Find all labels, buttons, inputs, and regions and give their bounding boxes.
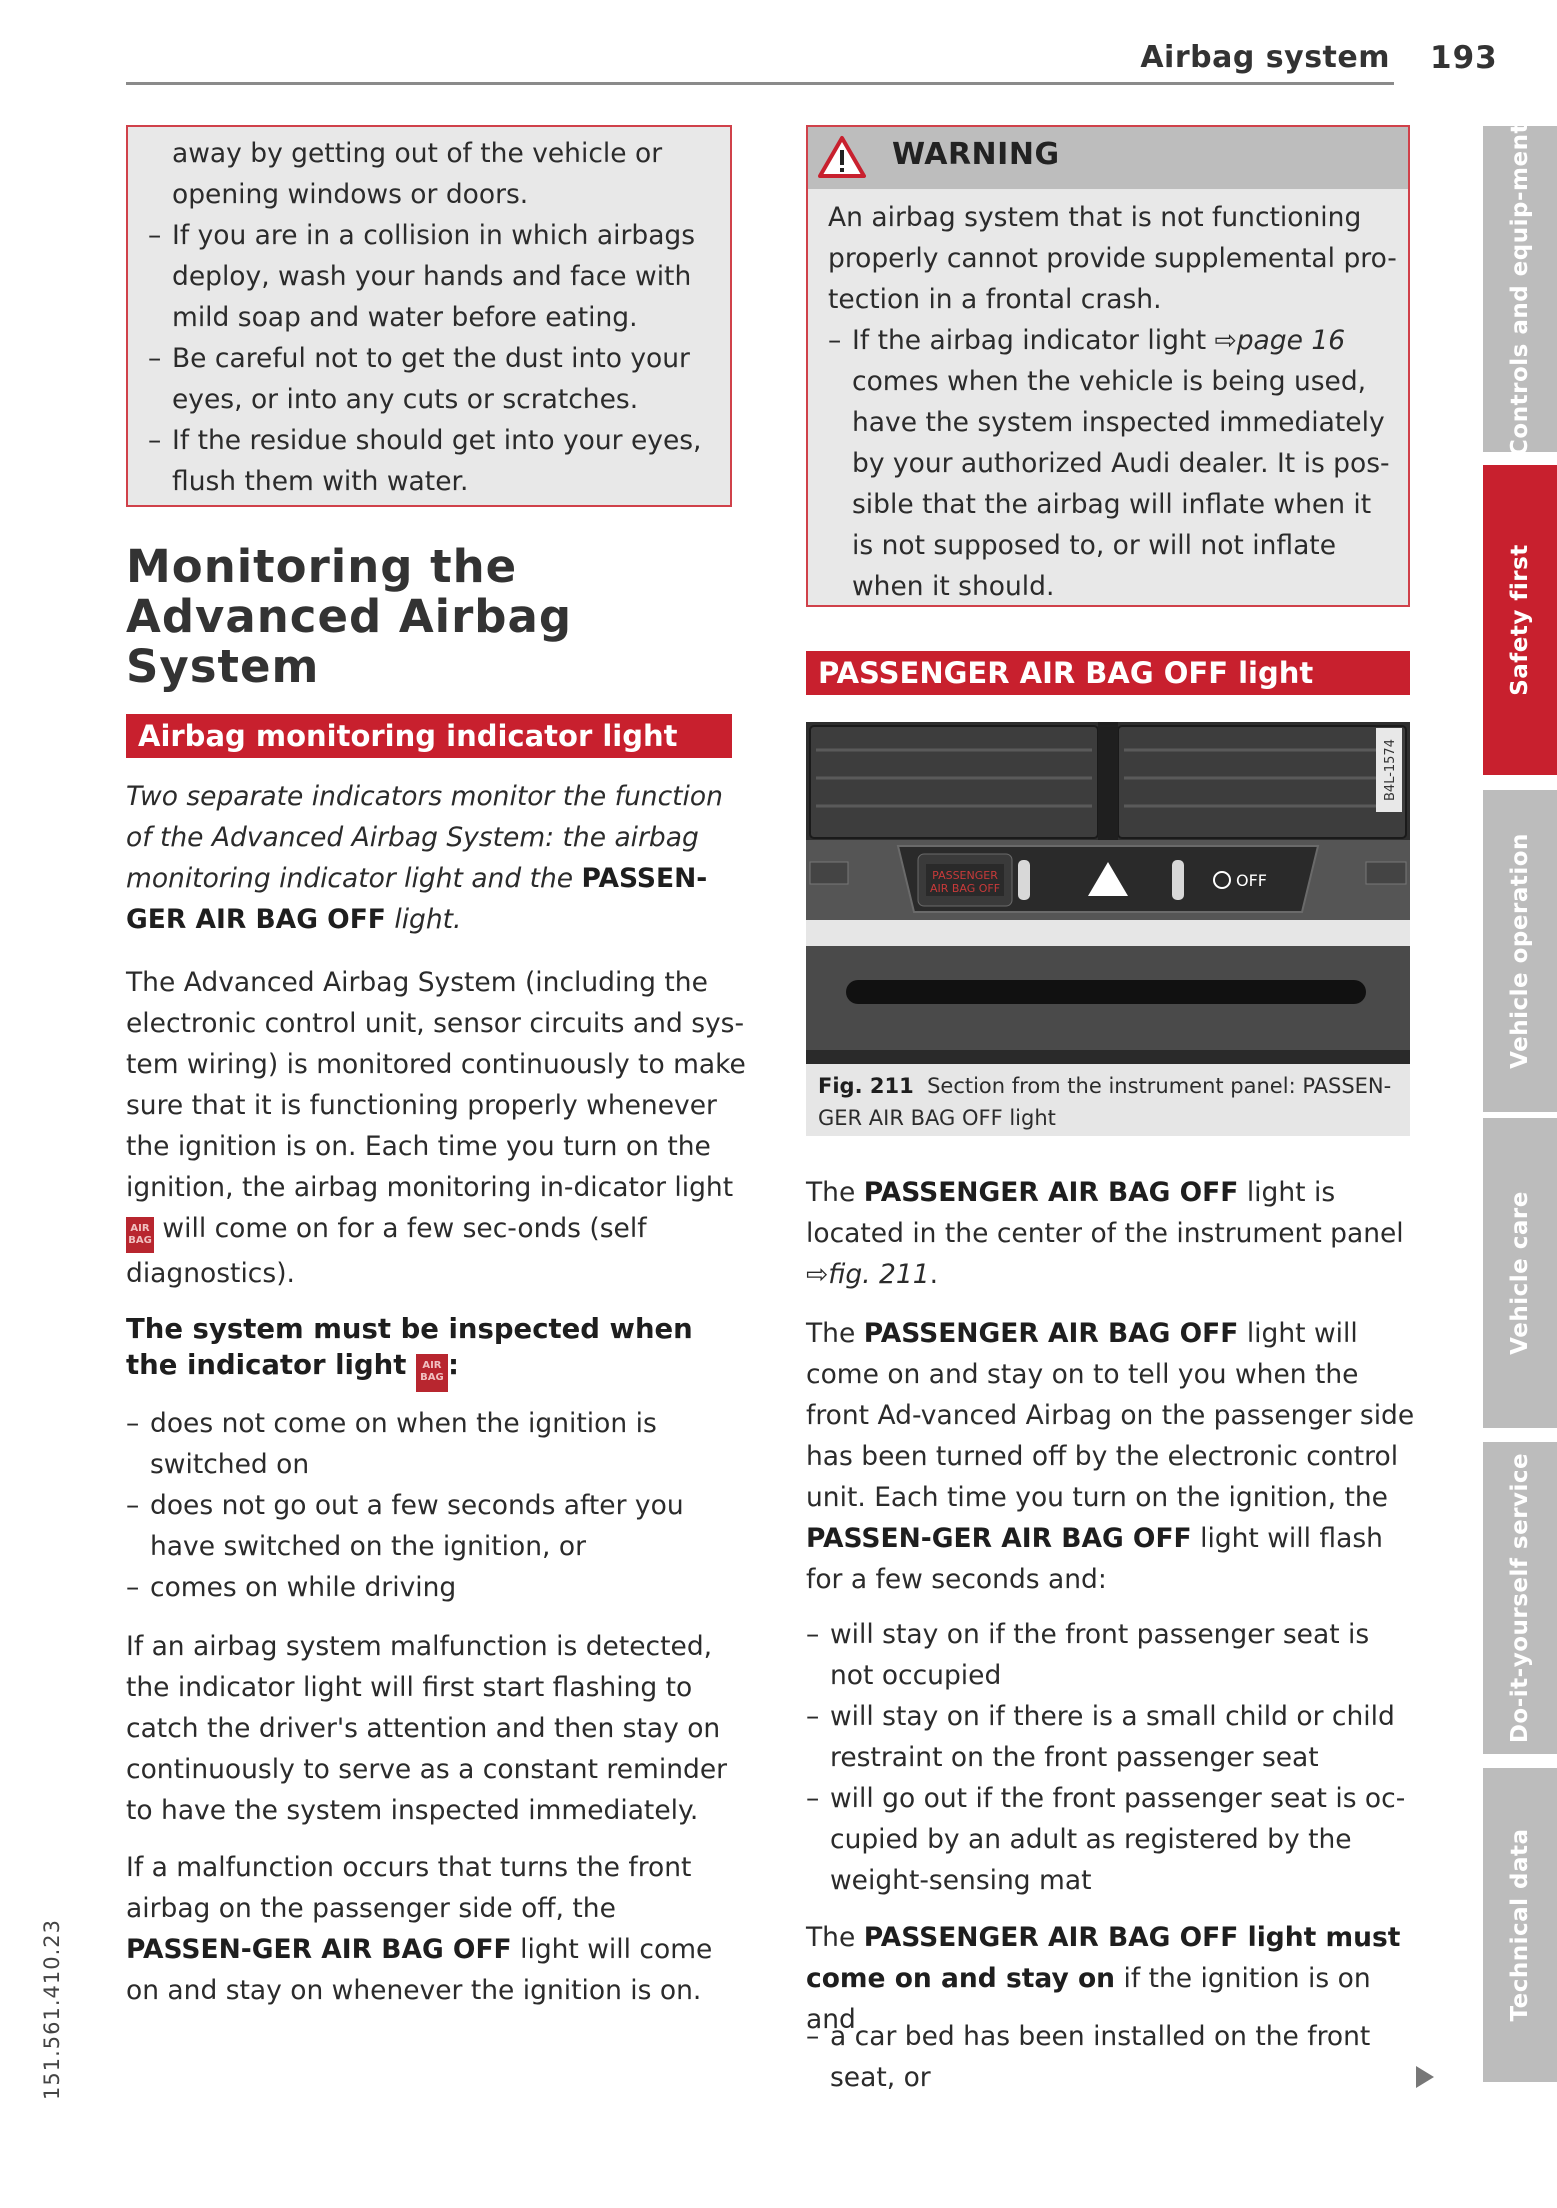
list-item: – comes on while driving [126, 1567, 736, 1608]
list-item: – does not go out a few seconds after you have switched on the ignition, or [126, 1485, 736, 1567]
tip-item: – If you are in a collision in which airbags deploy, wash your hands and face with mild soap and water before eating. [148, 215, 710, 338]
intro-paragraph: Two separate indicators monitor the function of the Advanced Airbag System: the airbag monitoring indicator light and the PASSEN-GER AIR BAG OFF light. [126, 781, 723, 935]
airbag-indicator-icon: AIR BAG [126, 1217, 154, 1253]
warning-body [828, 197, 1398, 607]
tip-box [126, 125, 732, 507]
figure-reference-link[interactable]: ⇨fig. 211 [806, 1259, 930, 1290]
document-code: 151.561.410.23 [40, 1919, 64, 2100]
side-tab-controls-and-equipment[interactable]: Controls and equip-ment [1483, 126, 1557, 452]
light-behavior-paragraph: The PASSENGER AIR BAG OFF light will come on and stay on to tell you when the front Ad-vanced Airbag on the passenger side has been turned off by the electronic control unit. Each time you turn on the ignition, the PASSEN-GER AIR BAG OFF light will flash for a few seconds and: [806, 1318, 1415, 1595]
running-header-title: Airbag system [1140, 40, 1390, 75]
tip-item: – If the residue should get into your eyes, flush them with water. [148, 420, 710, 502]
light-condition-list [806, 1614, 1416, 1901]
warning-triangle-icon [818, 135, 866, 179]
malfunction-paragraph: If an airbag system malfunction is detected, the indicator light will first start flashing to catch the driver's attention and then stay on continuously to serve as a constant reminder to have the system inspected immediately. [126, 1631, 728, 1826]
monitoring-paragraph: The Advanced Airbag System (including the electronic control unit, sensor circuits and sys-tem wiring) is monitored continuously to make sure that it is functioning properly whenever the ignition is on. Each time you turn on the ignition, the airbag monitoring in-dicator light AIR BAG will come on for a few sec-onds (self diagnostics). [126, 967, 746, 1289]
svg-text:AIR BAG OFF: AIR BAG OFF [929, 882, 1001, 895]
side-tab-vehicle-care[interactable]: Vehicle care [1483, 1118, 1557, 1428]
inspect-heading: The system must be inspected when the indicator light AIR BAG : [126, 1311, 736, 1392]
warning-text: An airbag system that is not functioning properly cannot provide supplemental pro-tection in a frontal crash. [828, 202, 1397, 315]
side-tab-technical-data[interactable]: Technical data [1483, 1768, 1557, 2082]
passenger-airbag-off-label: PASSENGER [932, 869, 998, 882]
page-reference-link[interactable]: ⇨page 16 [1214, 325, 1346, 356]
figure-caption: Fig. 211 Section from the instrument panel: PASSEN-GER AIR BAG OFF light [818, 1074, 1392, 1130]
side-tab-safety-first[interactable]: Safety first [1483, 465, 1557, 775]
light-location-paragraph: The PASSENGER AIR BAG OFF light is located in the center of the instrument panel ⇨fig. 211. [806, 1177, 1404, 1290]
side-tab-do-it-yourself-service[interactable]: Do-it-yourself service [1483, 1442, 1557, 1754]
list-item: – will stay on if the front passenger seat is not occupied [806, 1614, 1416, 1696]
warning-box [806, 125, 1410, 607]
list-item: – does not come on when the ignition is switched on [126, 1403, 736, 1485]
side-tab-vehicle-operation[interactable]: Vehicle operation [1483, 790, 1557, 1112]
instrument-panel-illustration [806, 722, 1410, 1064]
header-rule [126, 82, 1394, 85]
list-item: – will stay on if there is a small child or child restraint on the front passenger seat [806, 1696, 1416, 1778]
passenger-off-paragraph: If a malfunction occurs that turns the front airbag on the passenger side off, the PASSEN-GER AIR BAG OFF light will come on and stay on whenever the ignition is on. [126, 1852, 713, 2006]
warning-label: WARNING [892, 137, 1060, 172]
esc-off-label: OFF [1236, 871, 1267, 890]
airbag-indicator-icon: AIR BAG [416, 1354, 448, 1392]
list-item: – a car bed has been installed on the front seat, or [806, 2016, 1416, 2098]
warning-header [808, 127, 1408, 189]
instrument-panel-figure [806, 722, 1410, 1064]
inspect-list [126, 1403, 736, 1608]
chapter-title: Monitoring the Advanced Airbag System [126, 540, 573, 693]
must-come-on-list [806, 2016, 1416, 2098]
figure-caption-box [806, 1064, 1410, 1136]
list-item: – will go out if the front passenger seat is oc-cupied by an adult as registered by the weight-sensing mat [806, 1778, 1416, 1901]
must-come-on-paragraph: The PASSENGER AIR BAG OFF light must come on and stay on if the ignition is on and [806, 1922, 1401, 2035]
section-heading-airbag-monitoring: Airbag monitoring indicator light [126, 714, 732, 758]
tip-continuation: away by getting out of the vehicle or opening windows or doors. [172, 138, 663, 210]
warning-item: – If the airbag indicator light ⇨page 16 comes when the vehicle is being used, have the system inspected immediately by your authorized Audi dealer. It is pos-sible that the airbag will inflate when it is not supposed to, or will not inflate when it should. [828, 320, 1398, 607]
tip-item: – Be careful not to get the dust into your eyes, or into any cuts or scratches. [148, 338, 710, 420]
continue-arrow-icon [1416, 2066, 1434, 2088]
page-number: 193 [1430, 40, 1498, 76]
section-heading-passenger-airbag-off: PASSENGER AIR BAG OFF light [806, 651, 1410, 695]
figure-code: B4L-1574 [1383, 739, 1398, 801]
